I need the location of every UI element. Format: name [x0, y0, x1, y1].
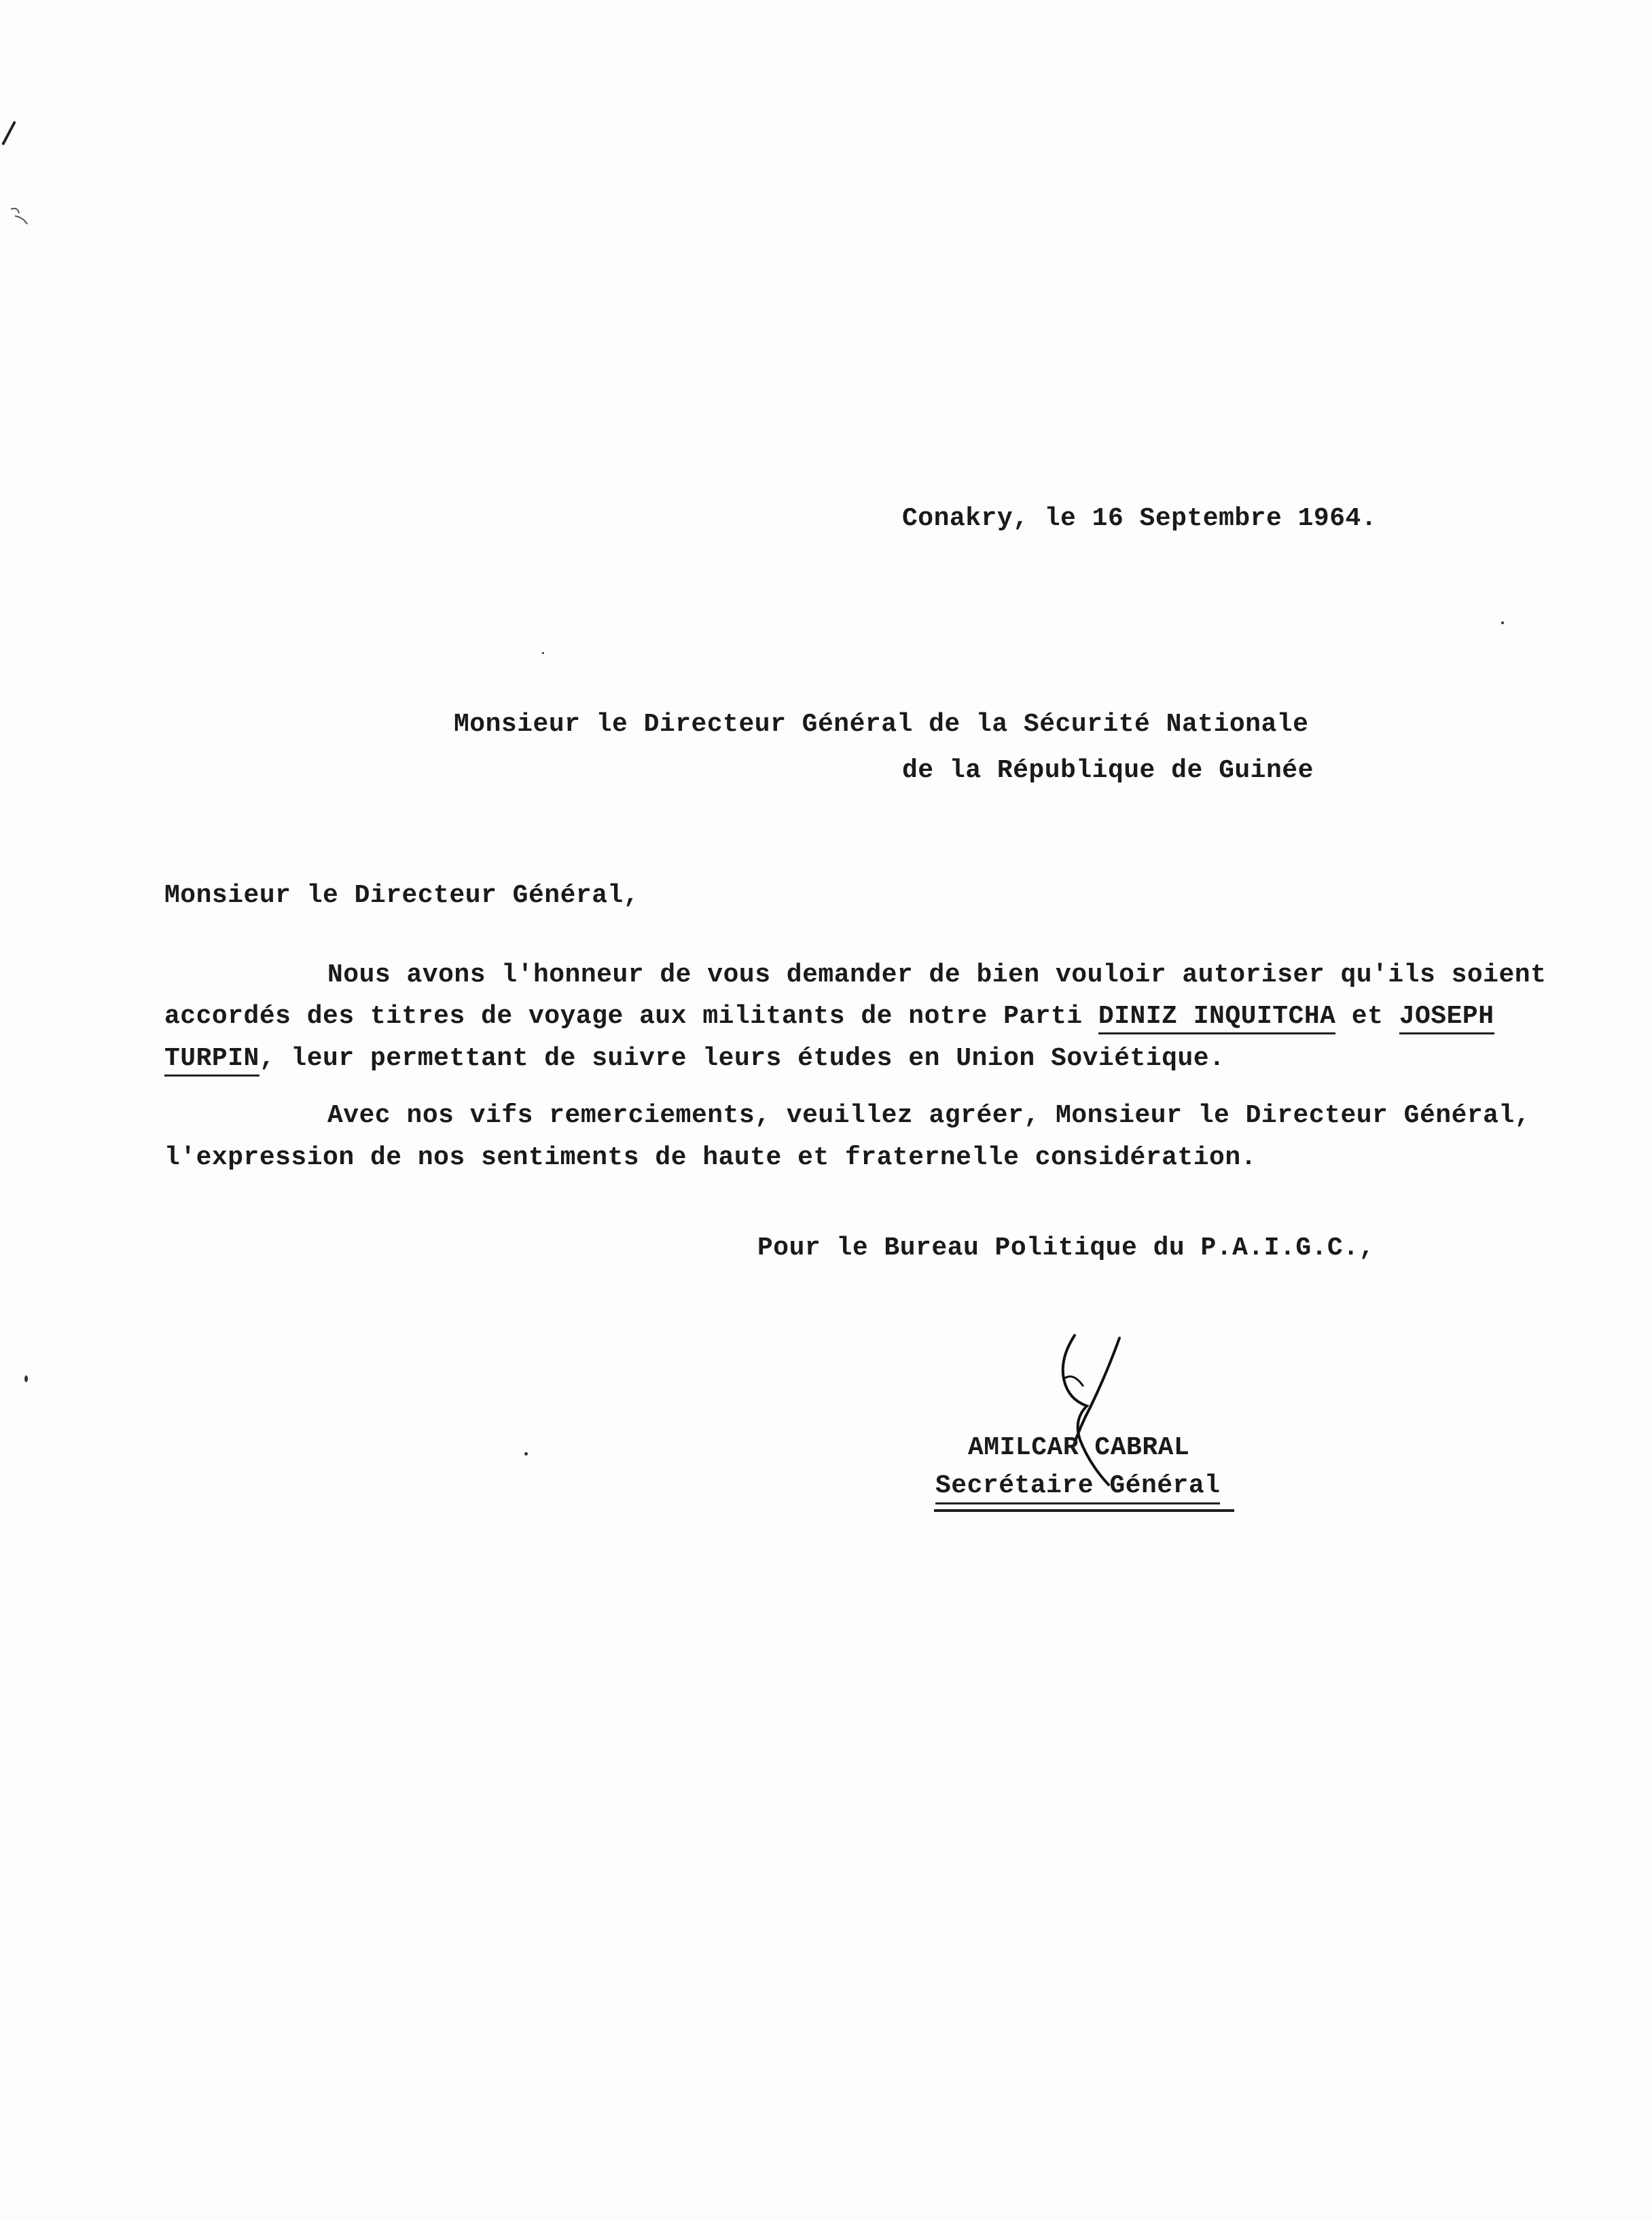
paragraph-2-line-1: Avec nos vifs remerciements, veuillez agréer, Monsieur le Directeur Général,: [327, 1101, 1531, 1130]
margin-scribble-icon: [8, 204, 35, 231]
recipient-line-2: de la République de Guinée: [902, 756, 1314, 785]
salutation: Monsieur le Directeur Général,: [164, 881, 640, 910]
paragraph-1-line-1: Nous avons l'honneur de vous demander de bien vouloir autoriser qu'ils soient: [327, 960, 1547, 990]
letter-date: Conakry, le 16 Septembre 1964.: [902, 504, 1378, 533]
speck: [524, 1452, 528, 1456]
closing-line: Pour le Bureau Politique du P.A.I.G.C.,: [757, 1233, 1375, 1263]
signature-underline: [934, 1509, 1234, 1512]
speck: [24, 1375, 28, 1382]
paragraph-1-line-2: [164, 1002, 1494, 1032]
paragraph-1-line-3: [164, 1044, 1225, 1074]
recipient-line-1: Monsieur le Directeur Général de la Sécurité Nationale: [454, 710, 1309, 739]
speck: [1501, 621, 1504, 624]
signatory-title: Secrétaire Général: [935, 1471, 1220, 1504]
handwritten-signature-icon: [1032, 1331, 1141, 1494]
paragraph-1-line-2-text: accordés des titres de voyage aux militants de notre Parti: [164, 1002, 1098, 1031]
margin-mark-icon: [0, 112, 27, 153]
conjunction: et: [1335, 1002, 1399, 1031]
student-name-2-last: TURPIN: [164, 1044, 259, 1077]
speck: [542, 652, 544, 654]
paragraph-2-line-2: l'expression de nos sentiments de haute et fraternelle considération.: [164, 1143, 1257, 1172]
signatory-name: AMILCAR CABRAL: [968, 1433, 1190, 1462]
student-name-2-first: JOSEPH: [1399, 1002, 1494, 1034]
paragraph-1-line-3-text: , leur permettant de suivre leurs études en Union Soviétique.: [259, 1044, 1225, 1073]
student-name-1: DINIZ INQUITCHA: [1098, 1002, 1336, 1034]
